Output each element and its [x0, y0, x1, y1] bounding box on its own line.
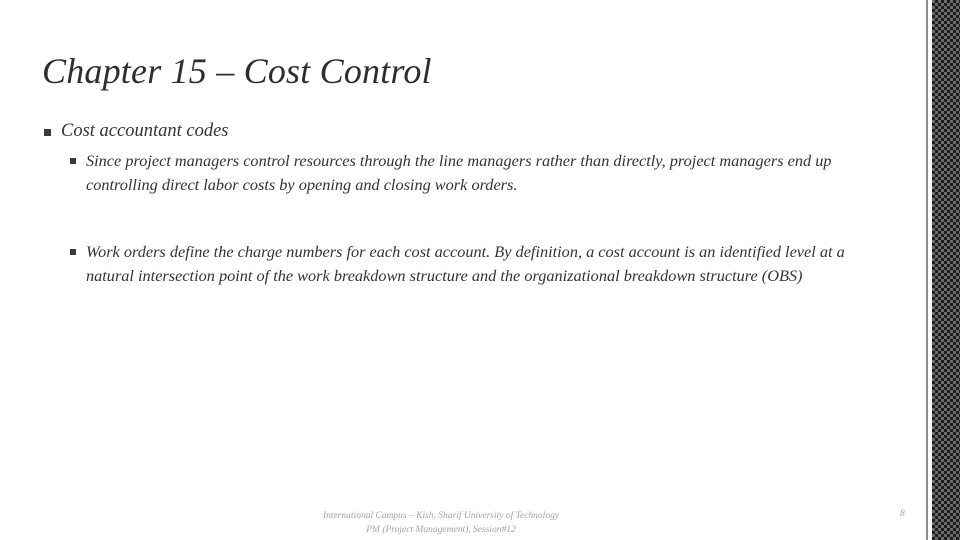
page-number: 8	[900, 509, 905, 519]
sub-bullet-text: Since project managers control resources through the line managers rather than directly, project managers end up controlling direct labor costs by opening and closing work orders.	[86, 151, 832, 194]
sub-bullet	[70, 149, 890, 197]
sub-bullet-text: Work orders define the charge numbers for each cost account. By definition, a cost account is an identified level at a natural intersection point of the work breakdown structure and the organizational breakdown structure (OBS)	[86, 242, 845, 285]
slide-title: Chapter 15 – Cost Control	[42, 51, 432, 91]
square-bullet-icon	[70, 158, 76, 164]
square-bullet-icon	[44, 129, 51, 136]
bullet-text: Cost accountant codes	[61, 121, 229, 141]
bullet-level1	[44, 121, 229, 142]
sub-bullet	[70, 240, 890, 288]
square-bullet-icon	[70, 249, 76, 255]
checkered-side-strip	[932, 0, 960, 540]
footer-line-1: International Campus – Kish, Sharif University of Technology	[322, 511, 560, 521]
footer-line-2: PM (Project Management), Session#12	[366, 525, 516, 535]
slide-footer	[296, 509, 586, 537]
